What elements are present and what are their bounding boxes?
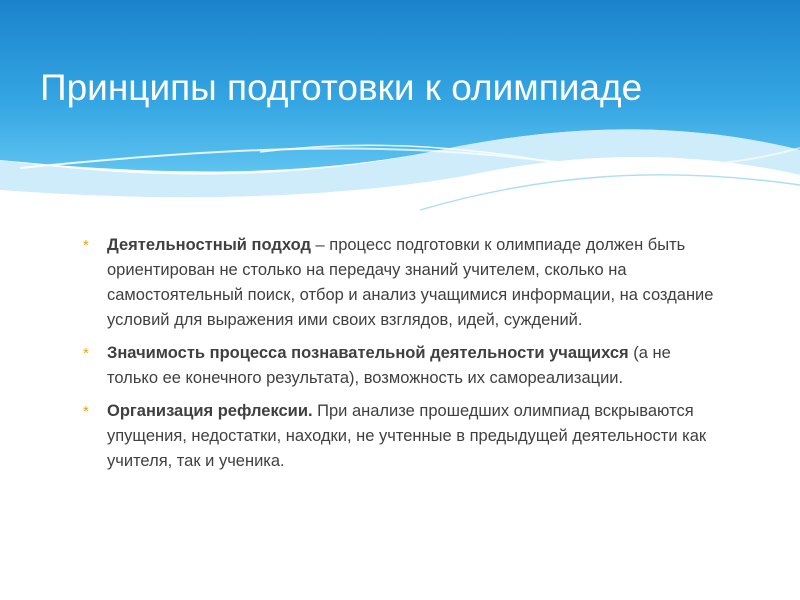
bullet-text: При анализе прошедших олимпиад вскрываются упущения, недостатки, находки, не учтенные в предыдущей деятельности как учителя, так и ученика. bbox=[107, 402, 707, 470]
bullet-marker-icon: * bbox=[83, 237, 89, 254]
bullet-list bbox=[80, 233, 720, 482]
bullet-marker-icon: * bbox=[83, 345, 89, 362]
bullet-item bbox=[80, 233, 720, 333]
bullet-bold-text: Деятельностный подход bbox=[107, 236, 311, 254]
bullet-text: – процесс подготовки к олимпиаде должен быть ориентирован не столько на передачу знаний учителем, сколько на самостоятельный поиск, отбор и анализ учащимися информации, на создание условий для выражения ими своих взглядов, идей, суждений. bbox=[107, 236, 714, 329]
header-wave-background bbox=[0, 0, 800, 230]
bullet-item bbox=[80, 399, 720, 474]
bullet-item bbox=[80, 341, 720, 391]
bullet-marker-icon: * bbox=[83, 403, 89, 420]
bullet-bold-text: Значимость процесса познавательной деятельности учащихся bbox=[107, 344, 629, 362]
slide-title: Принципы подготовки к олимпиаде bbox=[40, 67, 643, 108]
bullet-bold-text: Организация рефлексии. bbox=[107, 402, 313, 420]
bullet-text: (а не только ее конечного результата), возможность их самореализации. bbox=[107, 344, 671, 387]
